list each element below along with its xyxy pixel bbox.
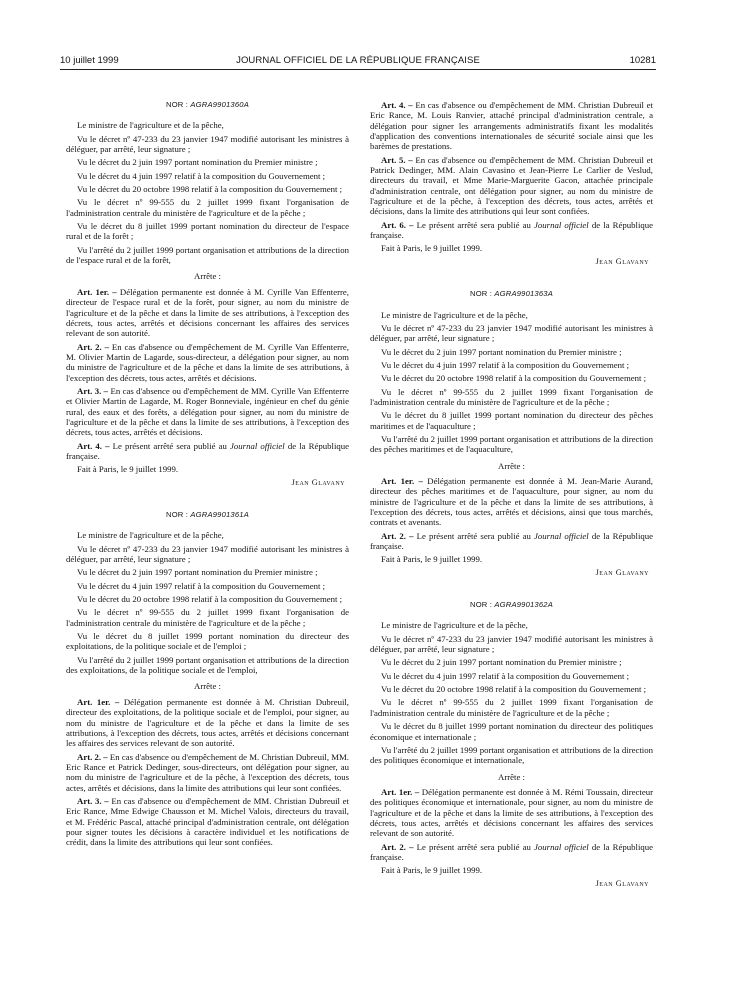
article-text-end: de la République française.	[66, 440, 350, 461]
arrete-heading: Arrête :	[194, 681, 221, 692]
preamble-line: Le ministre de l'agriculture et de la pêche,	[77, 120, 224, 131]
preamble-line: Vu le décret nº 99-555 du 2 juillet 1999 fixant l'organisation de l'administration centrale du ministère de l'agriculture et de la pêche ;	[370, 697, 653, 718]
preamble-line: Vu le décret du 2 juin 1997 portant nomination du Premier ministre ;	[381, 657, 622, 668]
article-label: Art. 6. –	[381, 219, 414, 230]
fait-a-paris: Fait à Paris, le 9 juillet 1999.	[381, 865, 483, 876]
article	[370, 220, 653, 241]
article-text: Le présent arrêté sera publié au	[112, 440, 231, 451]
preamble-line: Vu le décret nº 47-233 du 23 janvier 1947 modifié autorisant les ministres à déléguer, par arrêté, leur signature ;	[370, 633, 653, 655]
journal-officiel-mention: Journal officiel	[534, 219, 589, 230]
signature: Jean Glavany	[595, 878, 649, 888]
article	[66, 342, 349, 383]
article-label: Art. 5. –	[381, 154, 413, 165]
fait-a-paris: Fait à Paris, le 9 juillet 1999.	[381, 243, 483, 254]
article	[370, 787, 653, 839]
preamble-line: Vu le décret nº 47-233 du 23 janvier 1947 modifié autorisant les ministres à déléguer, par arrêté, leur signature ;	[66, 543, 349, 565]
preamble-line: Vu l'arrêté du 2 juillet 1999 portant organisation et attributions de la direction des politiques économique et internationale,	[370, 744, 653, 766]
preamble-line: Le ministre de l'agriculture et de la pêche,	[381, 620, 528, 631]
article-text-end: de la République française.	[370, 841, 654, 862]
article-text: Délégation permanente est donnée à M. Cyrille Van Effenterre, directeur de l'espace rural et de la forêt, pour signer, au nom du ministre de l'agriculture et de la pêche et dans la limite de ses attributions, à l'exception des décrets, tous actes, arrêtés et décisions concernant les affaires des services relevant de son autorité.	[66, 286, 349, 339]
article-label: Art. 1er. –	[381, 786, 420, 797]
nor-reference	[66, 100, 349, 110]
page-header	[60, 55, 656, 69]
preamble-line: Vu le décret du 20 octobre 1998 relatif à la composition du Gouvernement ;	[381, 684, 647, 695]
article-text: Délégation permanente est donnée à M. Jean-Marie Aurand, directeur des pêches maritimes et de l'aquaculture, pour signer, au nom du ministre de l'agriculture et de la pêche et dans la limite de ses attributions, à l'exception des décrets, tous actes, arrêtés et décisions, ainsi que tous marchés, contrats et avenants.	[370, 475, 653, 528]
article-text: Le présent arrêté sera publié au	[416, 841, 535, 852]
article	[370, 531, 653, 552]
decree-agra9901360a	[66, 100, 349, 488]
article-text: Le présent arrêté sera publié au	[416, 219, 535, 230]
article-text: En cas d'absence ou d'empêchement de MM. Christian Dubreuil et Patrick Dedinger, MM. Alain Cavasino et Jean-Pierre Le Carlier de Veslud, directeurs du travail, et Mme Marie-Marguerite Gacon, attachée principale d'administration centrale, ont délégation pour signer, au nom du ministre de l'agriculture et de la pêche, à l'exception des décrets, tous actes, arrêtés et décisions, dans la limite des attributions qui leur sont confiées.	[370, 154, 653, 217]
preamble-line: Vu le décret du 20 octobre 1998 relatif à la composition du Gouvernement ;	[77, 594, 343, 605]
article	[370, 476, 653, 528]
preamble-line: Vu le décret nº 99-555 du 2 juillet 1999 fixant l'organisation de l'administration centrale du ministère de l'agriculture et de la pêche ;	[66, 607, 349, 628]
nor-label: NOR :	[470, 600, 495, 610]
nor-label: NOR :	[470, 289, 495, 299]
article-label: Art. 2. –	[77, 751, 108, 762]
article-text-end: de la République française.	[370, 530, 654, 552]
article	[66, 386, 349, 438]
preamble-line: Vu le décret du 8 juillet 1999 portant nomination du directeur des politiques économique et internationale ;	[370, 721, 653, 742]
preamble-line: Vu le décret du 4 juin 1997 relatif à la composition du Gouvernement ;	[77, 580, 326, 591]
article-text: En cas d'absence ou d'empêchement de M. Christian Dubreuil, MM. Eric Rance et Patrick Dedinger, sous-directeurs, ont délégation pour signer, au nom du ministre de l'agriculture et de la pêche, à l'exception des décrets, tous actes, arrêtés et décisions, dans la limite des attributions qui leur sont confiées.	[66, 751, 349, 793]
header-page-number: 10281	[629, 55, 656, 66]
decree-agra9901361a-continued	[370, 100, 653, 267]
preamble-line: Vu l'arrêté du 2 juillet 1999 portant organisation et attributions de la direction de l'espace rural et de la forêt,	[66, 244, 349, 266]
nor-code: AGRA9901360A	[190, 100, 249, 109]
journal-officiel-mention: Journal officiel	[534, 530, 589, 541]
article	[66, 796, 349, 848]
preamble-line: Vu le décret nº 99-555 du 2 juillet 1999 fixant l'organisation de l'administration centrale du ministère de l'agriculture et de la pêche ;	[66, 197, 349, 218]
preamble-line: Vu l'arrêté du 2 juillet 1999 portant organisation et attributions de la direction des pêches maritimes et de l'aquaculture,	[370, 433, 653, 455]
preamble-line: Le ministre de l'agriculture et de la pêche,	[77, 530, 224, 541]
nor-code: AGRA9901363A	[494, 289, 553, 299]
article-label: Art. 1er. –	[381, 475, 423, 486]
article-label: Art. 1er. –	[77, 286, 117, 297]
article	[370, 842, 653, 863]
preamble-line: Vu l'arrêté du 2 juillet 1999 portant organisation et attributions de la direction des exploitations, de la politique sociale et de l'emploi,	[66, 654, 349, 676]
signature: Jean Glavany	[291, 477, 345, 487]
article-text: Délégation permanente est donnée à M. Christian Dubreuil, directeur des exploitations, de la politique sociale et de l'emploi, pour signer, au nom du ministre de l'agriculture et de la pêche et dans la limite de ses attributions, à l'exception des décrets, tous actes, arrêtés et décisions concernant les affaires des services relevant de son autorité.	[66, 696, 349, 749]
decree-agra9901363a	[370, 289, 653, 578]
preamble-line: Vu le décret du 8 juillet 1999 portant nomination du directeur de l'espace rural et de la forêt ;	[66, 221, 349, 242]
article-label: Art. 2. –	[381, 841, 414, 852]
article	[370, 155, 653, 217]
journal-officiel-mention: Journal officiel	[534, 841, 589, 852]
preamble-line: Vu le décret du 4 juin 1997 relatif à la composition du Gouvernement ;	[381, 359, 630, 370]
preamble-line: Vu le décret du 20 octobre 1998 relatif à la composition du Gouvernement ;	[381, 373, 647, 384]
article-text: En cas d'absence ou d'empêchement de M. Cyrille Van Effenterre, M. Olivier Martin de Lagarde, sous-directeur, a délégation pour signer, au nom du ministre de l'agriculture et de la pêche et dans la limite de ses attributions, à l'exception des décrets, tous actes, arrêtés et décisions.	[66, 341, 349, 383]
nor-code: AGRA9901362A	[494, 600, 553, 610]
header-rule	[60, 69, 656, 70]
article	[66, 752, 349, 793]
preamble-line: Vu le décret du 2 juin 1997 portant nomination du Premier ministre ;	[77, 567, 318, 578]
preamble-line: Vu le décret du 2 juin 1997 portant nomination du Premier ministre ;	[77, 157, 318, 168]
article-label: Art. 2. –	[381, 530, 414, 541]
article	[66, 441, 349, 462]
preamble-line: Le ministre de l'agriculture et de la pêche,	[381, 309, 528, 320]
article-text: En cas d'absence ou d'empêchement de MM. Cyrille Van Effenterre et Olivier Martin de Lagarde, M. Roger Bonneviale, ingénieur en chef du génie rural, des eaux et des forêts, a délégation pour signer, au nom du ministre de l'agriculture et de la pêche et dans la limite de ses attributions, à l'exception des décrets, tous actes, arrêtés et décisions.	[66, 385, 349, 438]
nor-reference	[66, 510, 349, 520]
arrete-heading: Arrête :	[194, 271, 221, 282]
right-column	[370, 100, 653, 911]
preamble-line: Vu le décret nº 47-233 du 23 janvier 1947 modifié autorisant les ministres à déléguer, par arrêté, leur signature ;	[66, 133, 349, 155]
article-text: En cas d'absence ou d'empêchement de MM. Christian Dubreuil et Eric Rance, Mme Edwige Chausson et M. Michel Valois, directeurs du travail, et M. Frédéric Pascal, attaché principal d'administration centrale, ont délégation pour signer toutes les décisions à caractère individuel et les notifications de crédit, dans la limite des attributions qui leur sont confiées.	[66, 795, 349, 848]
article	[66, 697, 349, 749]
nor-reference	[370, 289, 653, 299]
fait-a-paris: Fait à Paris, le 9 juillet 1999.	[381, 554, 483, 565]
header-date: 10 juillet 1999	[60, 55, 119, 66]
left-column	[66, 100, 349, 851]
preamble-line: Vu le décret du 8 juillet 1999 portant nomination du directeur des pêches maritimes et de l'aquaculture ;	[370, 410, 653, 431]
header-journal-title: JOURNAL OFFICIEL DE LA RÉPUBLIQUE FRANÇAISE	[236, 55, 480, 66]
article-text: Délégation permanente est donnée à M. Rémi Toussain, directeur des politiques économique et internationale, pour signer, au nom du ministre de l'agriculture et de la pêche et dans la limite de ses attributions, à l'exception des décrets, tous actes, arrêtés et décisions concernant les affaires des services relevant de son autorité.	[370, 786, 653, 839]
article-label: Art. 1er. –	[77, 696, 120, 707]
nor-reference	[370, 600, 653, 610]
article-label: Art. 4. –	[77, 440, 110, 451]
article-text: Le présent arrêté sera publié au	[416, 530, 535, 541]
signature: Jean Glavany	[595, 567, 649, 577]
preamble-line: Vu le décret du 2 juin 1997 portant nomination du Premier ministre ;	[381, 346, 622, 357]
preamble-line: Vu le décret nº 47-233 du 23 janvier 1947 modifié autorisant les ministres à déléguer, par arrêté, leur signature ;	[370, 322, 653, 344]
article-text-end: de la République française.	[370, 219, 654, 241]
article-label: Art. 3. –	[77, 385, 109, 396]
arrete-heading: Arrête :	[498, 771, 525, 782]
nor-code: AGRA9901361A	[190, 510, 249, 519]
journal-officiel-mention: Journal officiel	[230, 440, 285, 451]
article-label: Art. 4. –	[381, 100, 413, 110]
preamble-line: Vu le décret du 4 juin 1997 relatif à la composition du Gouvernement ;	[381, 670, 630, 681]
article-label: Art. 2. –	[77, 341, 109, 352]
fait-a-paris: Fait à Paris, le 9 juillet 1999.	[77, 464, 179, 475]
article-text: En cas d'absence ou d'empêchement de MM. Christian Dubreuil et Eric Rance, M. Louis Ranvier, attaché principal d'administration centrale, a délégation pour signer les arrangements administratifs fixant les modalités d'application des conventions internationales de sécurité sociale ainsi que les barèmes de prestations.	[370, 100, 653, 152]
article-label: Art. 3. –	[77, 795, 109, 806]
article	[66, 287, 349, 339]
nor-label: NOR :	[166, 510, 191, 519]
preamble-line: Vu le décret nº 99-555 du 2 juillet 1999 fixant l'organisation de l'administration centrale du ministère de l'agriculture et de la pêche ;	[370, 386, 653, 407]
preamble-line: Vu le décret du 20 octobre 1998 relatif à la composition du Gouvernement ;	[77, 184, 343, 195]
nor-label: NOR :	[166, 100, 191, 109]
preamble-line: Vu le décret du 8 juillet 1999 portant nomination du directeur des exploitations, de la politique sociale et de l'emploi ;	[66, 631, 349, 652]
signature: Jean Glavany	[595, 256, 649, 266]
decree-agra9901361a	[66, 510, 349, 848]
decree-agra9901362a	[370, 600, 653, 889]
preamble-line: Vu le décret du 4 juin 1997 relatif à la composition du Gouvernement ;	[77, 170, 326, 181]
article	[370, 100, 653, 152]
arrete-heading: Arrête :	[498, 460, 525, 471]
